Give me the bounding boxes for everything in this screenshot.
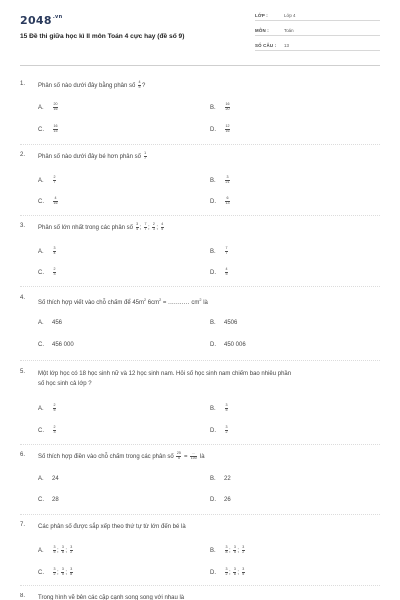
divider bbox=[20, 585, 380, 586]
option-b[interactable]: B. $\frac{16}{20}$ bbox=[210, 102, 230, 111]
option-d[interactable]: D. $\frac{3}{2}$ bbox=[210, 425, 228, 434]
option-b[interactable]: B. 22 bbox=[210, 476, 231, 482]
question-4: 4. Số thích hợp viết vào chỗ chấm để $45m^2$ $6cm^2$ = ........... $cm^2$ là A. 456 B. 4506 C. 456 000 D. 450 006 bbox=[20, 295, 380, 353]
question-text: Một lớp học có 18 học sinh nữ và 12 học sinh nam. Hỏi số học sinh nam chiếm bao nhiêu phần số học sinh cả lớp ? bbox=[38, 371, 292, 387]
divider bbox=[20, 286, 380, 287]
question-3: 3. Phân số lớn nhất trong các phân số $\frac{3}{4}$ ; $\frac{7}{7}$ ; $\frac{2}{3}$ ; $\frac{4}{5}$ A. $\frac{3}{4}$ B. $\frac{7}{7}$ C. $\frac{2}{3}$ D. $\frac{4}{5}$ bbox=[20, 223, 380, 283]
option-c[interactable]: C. $\frac{16}{15}$ bbox=[38, 124, 58, 133]
option-b[interactable]: B. 4506 bbox=[210, 320, 238, 326]
option-c[interactable]: C. $\frac{2}{3}$ bbox=[38, 425, 56, 434]
question-6: 6. Số thích hợp điền vào chỗ chấm trong các phân số $\frac{25}{5}$ = $\frac{...}{100}$ là A. 24 B. 22 C. 28 D. 26 bbox=[20, 452, 380, 510]
option-d[interactable]: D. $\frac{3}{2}$ ; $\frac{3}{8}$ ; $\frac{3}{5}$ bbox=[210, 567, 245, 576]
option-a[interactable]: A. $\frac{20}{16}$ bbox=[38, 102, 58, 111]
meta-question-count: SỐ CÂU : 13 bbox=[255, 40, 380, 51]
divider bbox=[20, 360, 380, 361]
question-text: Số thích hợp viết vào chỗ chấm để $45m^2$ $6cm^2$ = ........... $cm^2$ là bbox=[38, 298, 208, 306]
option-a[interactable]: A. 456 bbox=[38, 320, 63, 326]
question-2: 2. Phân số nào dưới đây bé hơn phân số $\frac{1}{7}$ A. $\frac{2}{7}$ B. $\frac{3}{21}$ C. $\frac{4}{16}$ D. $\frac{6}{13}$ bbox=[20, 152, 380, 212]
question-7: 7. Các phân số được sắp xếp theo thứ tự từ lớn đến bé là A. $\frac{3}{5}$ ; $\frac{3}{8}$ ; $\frac{3}{2}$ B. $\frac{3}{8}$ ; $\frac{3}{5}$ ; $\frac{3}{2}$ C. $\frac{3}{2}$ ; $\frac{3}{5}$ ; $\frac{3}{8}$ D. $\frac{3}{2}$ ; $\frac{3}{8}$ ; $\frac{3}{5}$ bbox=[20, 522, 380, 582]
option-a[interactable]: A. 24 bbox=[38, 476, 59, 482]
divider bbox=[20, 514, 380, 515]
header-divider bbox=[20, 65, 380, 66]
question-5: 5. Một lớp học có 18 học sinh nữ và 12 học sinh nam. Hỏi số học sinh nam chiếm bao nhiêu phần số học sinh cả lớp ? A. $\frac{2}{5}$ B. $\frac{3}{5}$ C. $\frac{2}{3}$ D. $\frac{3}{2}$ bbox=[20, 369, 380, 441]
option-d[interactable]: D. 450 006 bbox=[210, 342, 246, 348]
site-logo[interactable]: $2048^{.vn}$ bbox=[20, 14, 63, 27]
option-b[interactable]: B. $\frac{3}{21}$ bbox=[210, 175, 230, 184]
option-c[interactable]: C. $\frac{2}{3}$ bbox=[38, 267, 56, 276]
question-text: Phân số nào dưới đây bằng phân số $\frac{4}{5}$ ? bbox=[38, 80, 146, 89]
option-a[interactable]: A. $\frac{2}{7}$ bbox=[38, 175, 56, 184]
document-title: 15 Đề thi giữa học kì II môn Toán 4 cực hay (đề số 9) bbox=[20, 33, 185, 40]
option-b[interactable]: B. $\frac{7}{7}$ bbox=[210, 246, 228, 255]
option-c[interactable]: C. 456 000 bbox=[38, 342, 74, 348]
question-text: Phân số nào dưới đây bé hơn phân số $\frac{1}{7}$ bbox=[38, 151, 147, 160]
meta-class: LỚP : Lớp 4 bbox=[255, 10, 380, 21]
divider bbox=[20, 144, 380, 145]
option-d[interactable]: D. $\frac{6}{13}$ bbox=[210, 196, 230, 205]
divider bbox=[20, 215, 380, 216]
option-d[interactable]: D. $\frac{12}{16}$ bbox=[210, 124, 230, 133]
document-header bbox=[0, 0, 400, 62]
option-b[interactable]: B. $\frac{3}{8}$ ; $\frac{3}{5}$ ; $\frac{3}{2}$ bbox=[210, 545, 245, 554]
option-a[interactable]: A. $\frac{3}{4}$ bbox=[38, 246, 56, 255]
option-c[interactable]: C. 28 bbox=[38, 497, 59, 503]
question-text: Phân số lớn nhất trong các phân số $\frac{3}{4}$ ; $\frac{7}{7}$ ; $\frac{2}{3}$ ; $\frac{4}{5}$ bbox=[38, 222, 164, 231]
option-d[interactable]: D. $\frac{4}{5}$ bbox=[210, 267, 228, 276]
meta-subject: MÔN : Toán bbox=[255, 25, 380, 36]
question-text: Các phân số được sắp xếp theo thứ tự từ lớn đến bé là bbox=[38, 524, 186, 530]
option-a[interactable]: A. $\frac{3}{5}$ ; $\frac{3}{8}$ ; $\frac{3}{2}$ bbox=[38, 545, 73, 554]
question-1: 1. Phân số nào dưới đây bằng phân số $\frac{4}{5}$ ? A. $\frac{20}{16}$ B. $\frac{16}{20}$ C. $\frac{16}{15}$ D. $\frac{12}{16}$ bbox=[20, 81, 380, 141]
question-text: Trong hình vẽ bên các cặp cạnh song song với nhau là bbox=[38, 595, 185, 600]
divider bbox=[20, 444, 380, 445]
option-c[interactable]: C. $\frac{4}{16}$ bbox=[38, 196, 58, 205]
option-d[interactable]: D. 26 bbox=[210, 497, 231, 503]
question-text: Số thích hợp điền vào chỗ chấm trong các phân số $\frac{25}{5}$ = $\frac{...}{100}$ là bbox=[38, 451, 205, 460]
option-b[interactable]: B. $\frac{3}{5}$ bbox=[210, 403, 228, 412]
option-c[interactable]: C. $\frac{3}{2}$ ; $\frac{3}{5}$ ; $\frac{3}{8}$ bbox=[38, 567, 73, 576]
question-8: 8. Trong hình vẽ bên các cặp cạnh song song với nhau là bbox=[20, 593, 380, 600]
option-a[interactable]: A. $\frac{2}{5}$ bbox=[38, 403, 56, 412]
